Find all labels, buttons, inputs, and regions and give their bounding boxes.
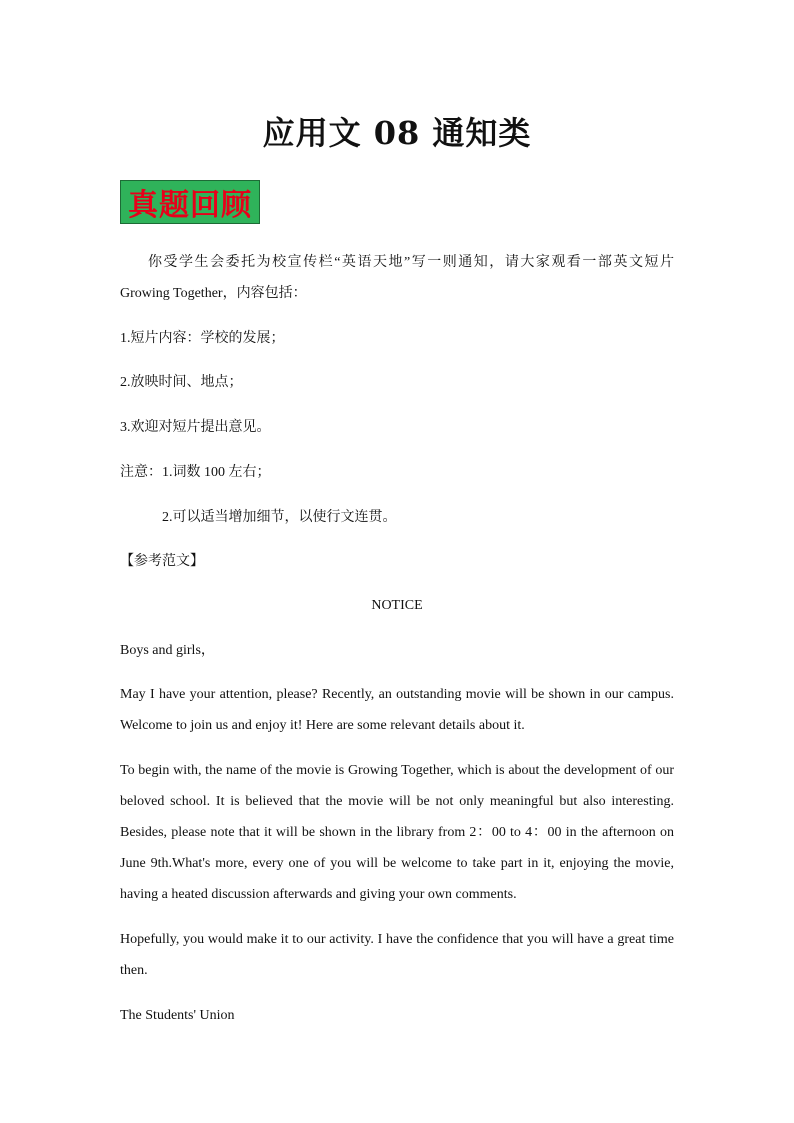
- prompt-item-3: 3.欢迎对短片提出意见。: [120, 420, 271, 435]
- prompt-item-2: 2.放映时间、地点；: [120, 375, 243, 390]
- essay-paragraph-1: May I have your attention, please? Recently, an outstanding movie will be shown in our campus. Welcome to join us and enjoy it! Here are some relevant details about it.: [120, 687, 674, 733]
- essay-paragraph-2: To begin with, the name of the movie is Growing Together, which is about the development of our beloved school. It is believed that the movie will be not only meaningful but also interesting. Besides, please note that it will be shown in the library from 2：00 to 4：00 in the afternoon on June 9th.What's more, every one of you will be welcome to take part in it, enjoying the movie, having a heated discussion afterwards and giving your own comments.: [120, 763, 674, 902]
- prompt-intro: 你受学生会委托为校宣传栏“英语天地”写一则通知，请大家观看一部英文短片 Growing Together，内容包括：: [120, 255, 674, 301]
- essay-signature: The Students' Union: [120, 1008, 235, 1023]
- essay-salutation: Boys and girls，: [120, 643, 215, 658]
- reference-label: 【参考范文】: [120, 554, 204, 569]
- prompt-note-1: 注意：1.词数 100 左右；: [120, 465, 271, 480]
- section-badge-label: 真题回顾: [128, 188, 252, 223]
- prompt-item-1: 1.短片内容：学校的发展；: [120, 331, 285, 346]
- essay-heading: NOTICE: [371, 598, 423, 613]
- section-badge: [120, 180, 260, 224]
- page-title: 应用文 08 通知类: [262, 114, 532, 152]
- essay-paragraph-3: Hopefully, you would make it to our activity. I have the confidence that you will have a great time then.: [120, 932, 674, 978]
- prompt-note-2: 2.可以适当增加细节，以使行文连贯。: [162, 510, 397, 525]
